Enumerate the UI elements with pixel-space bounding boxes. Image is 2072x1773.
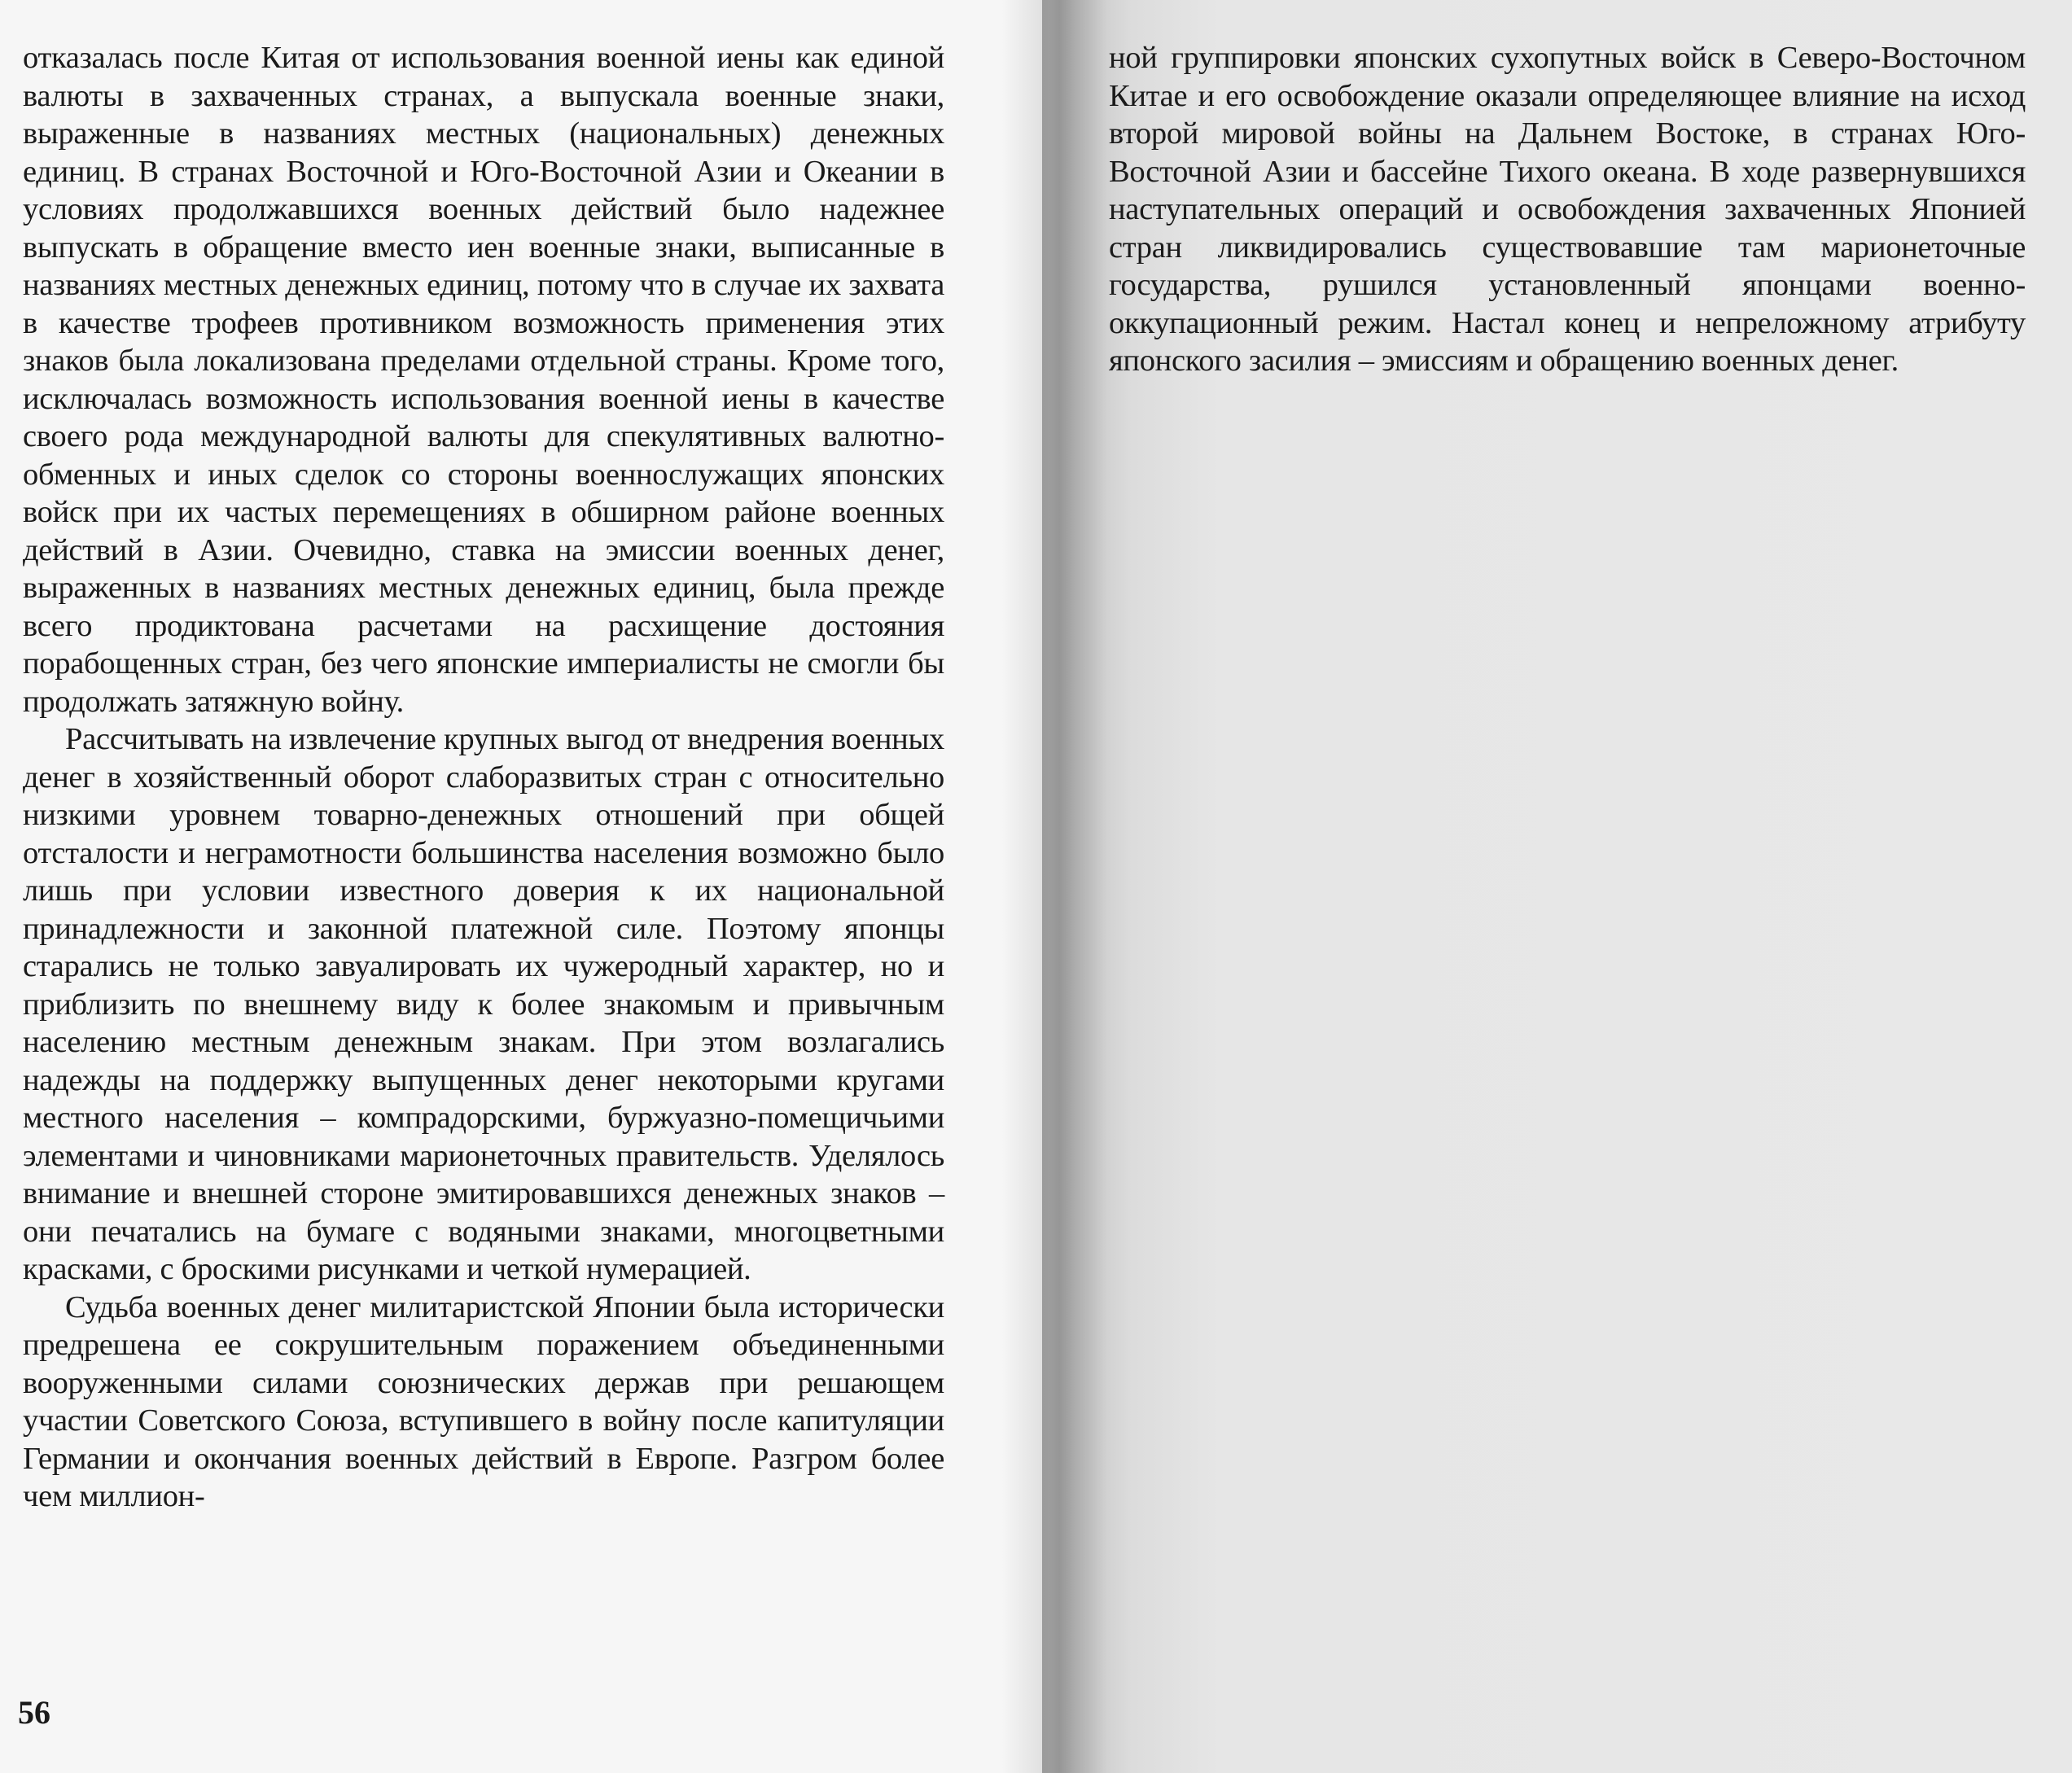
book-gutter-shadow xyxy=(1001,0,1107,1773)
right-page-text xyxy=(1109,39,2026,380)
right-paragraph-1: ной группировки японских сухопутных войск в Северо-Восточном Китае и его освобождение оказали определяющее влияние на исход второй мировой войны на Дальнем Востоке, в странах Юго-Восточной Азии и бассейне Тихого океана. В ходе развернувшихся наступательных операций и освобождения захваченных Японией стран ликвидировались существовавшие там марионеточные государства, рушился установленный японцами военно-оккупационный режим. Настал конец и непреложному атрибуту японского засилия – эмиссиям и обращению военных денег. xyxy=(1109,41,2026,378)
left-paragraph-2: Рассчитывать на извлечение крупных выгод от внедрения военных денег в хозяйственный оборот слаборазвитых стран с относительно низкими уровнем товарно-денежных отношений при общей отсталости и неграмотности большинства населения возможно было лишь при условии известного доверия к их национальной принадлежности и законной платежной силе. Поэтому японцы старались не только завуалировать их чужеродный характер, но и приблизить по внешнему виду к более знакомым и привычным населению местным денежным знакам. При этом возлагались надежды на поддержку выпущенных денег некоторыми кругами местного населения – компрадорскими, буржуазно-помещичьими элементами и чиновниками марионеточных правительств. Уделялось внимание и внешней стороне эмитировавшихся денежных знаков – они печатались на бумаге с водяными знаками, многоцветными красками, с броскими рисунками и четкой нумерацией. xyxy=(23,722,944,1286)
right-page xyxy=(1042,0,2072,1773)
left-paragraph-1: отказалась после Китая от использования военной иены как единой валюты в захваченных странах, а выпускала военные знаки, выраженные в названиях местных (национальных) денежных единиц. В странах Восточной и Юго-Восточной Азии и Океании в условиях продолжавшихся военных действий было надежнее выпускать в обращение вместо иен военные знаки, выписанные в названиях местных денежных единиц, потому что в случае их захвата в качестве трофеев противником возможность применения этих знаков была локализована пределами отдельной страны. Кроме того, исключалась возможность использования военной иены в качестве своего рода международной валюты для спекулятивных валютно-обменных и иных сделок со стороны военнослужащих японских войск при их частых перемещениях в обширном районе военных действий в Азии. Очевидно, ставка на эмиссии военных денег, выраженных в названиях местных денежных единиц, была прежде всего продиктована расчетами на расхищение достояния порабощенных стран, без чего японские империалисты не смогли бы продолжать затяжную войну. xyxy=(23,41,944,719)
left-paragraph-3: Судьба военных денег милитаристской Японии была исторически предрешена ее сокрушительным поражением объединенными вооруженными силами союзнических держав при решающем участии Советского Союза, вступившего в войну после капитуляции Германии и окончания военных действий в Европе. Разгром более чем миллион- xyxy=(23,1289,944,1513)
left-page-text xyxy=(23,39,944,1516)
page-number: 56 xyxy=(18,1694,50,1731)
